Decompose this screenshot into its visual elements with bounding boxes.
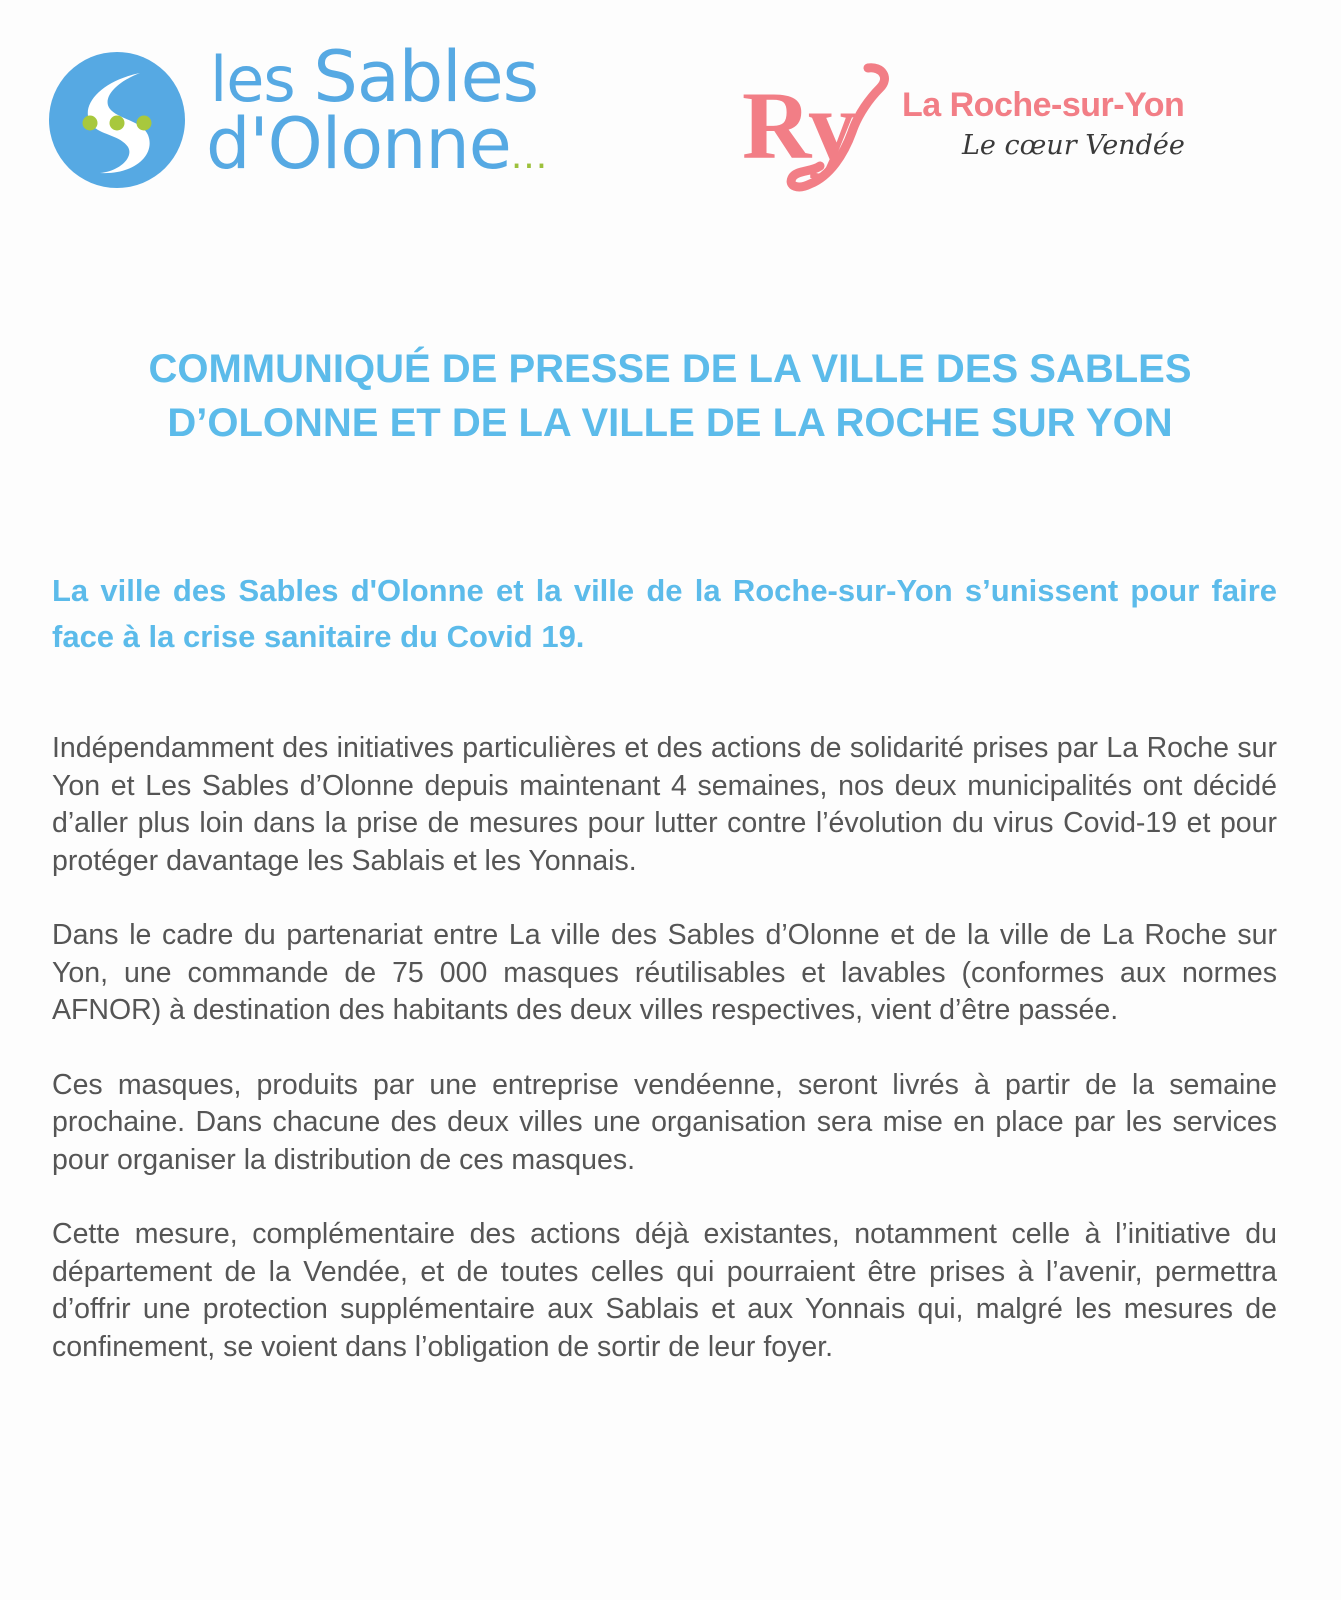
sables-emblem-icon	[48, 51, 186, 189]
body-paragraph: Indépendamment des initiatives particulières et des actions de solidarité prises par La Roche sur Yon et Les Sables d’Olonne depuis maintenant 4 semaines, nos deux municipalités ont décidé d’aller plus loin dans la prise de mesures pour lutter contre l’évolution du virus Covid-19 et pour protéger davantage les Sablais et les Yonnais.	[52, 732, 1277, 877]
press-release-body	[52, 730, 1277, 1403]
press-release-subtitle: La ville des Sables d'Olonne et la ville de la Roche-sur-Yon s’unissent pour faire face à la crise sanitaire du Covid 19.	[52, 573, 1277, 654]
sables-dolonne-logo	[48, 36, 568, 195]
body-paragraph: Ces masques, produits par une entreprise vendéenne, seront livrés à partir de la semaine prochaine. Dans chacune des deux villes une organisation sera mise en place par les services pour organiser la distribution de ces masques.	[52, 1068, 1277, 1176]
body-paragraph: Dans le cadre du partenariat entre La ville des Sables d’Olonne et de la ville de La Roche sur Yon, une commande de 75 000 masques réutilisables et lavables (conformes aux normes AFNOR) à destination des habitants des deux villes respectives, vient d’être passée.	[52, 919, 1277, 1026]
roche-tagline-text: Le cœur Vendée	[962, 130, 1185, 161]
body-paragraph: Cette mesure, complémentaire des actions déjà existantes, notamment celle à l’initiative du département de la Vendée, et de toutes celles qui pourraient être prises à l’avenir, permettra d’offrir une protection supplémentaire aux Sablais et aux Yonnais qui, malgré les mesures de confinement, se voient dans l’obligation de sortir de leur foyer.	[52, 1218, 1277, 1363]
roche-name-text: La Roche-sur-Yon	[902, 86, 1185, 124]
roche-ry-mark-icon	[740, 58, 900, 198]
roche-mark-r: Ry	[742, 72, 856, 179]
la-roche-sur-yon-logo	[740, 58, 1260, 208]
sables-wordmark: les Sables d'Olonne...	[206, 36, 549, 185]
press-release-title: COMMUNIQUÉ DE PRESSE DE LA VILLE DES SABLES D’OLONNE ET DE LA VILLE DE LA ROCHE SUR YON	[148, 347, 1192, 445]
